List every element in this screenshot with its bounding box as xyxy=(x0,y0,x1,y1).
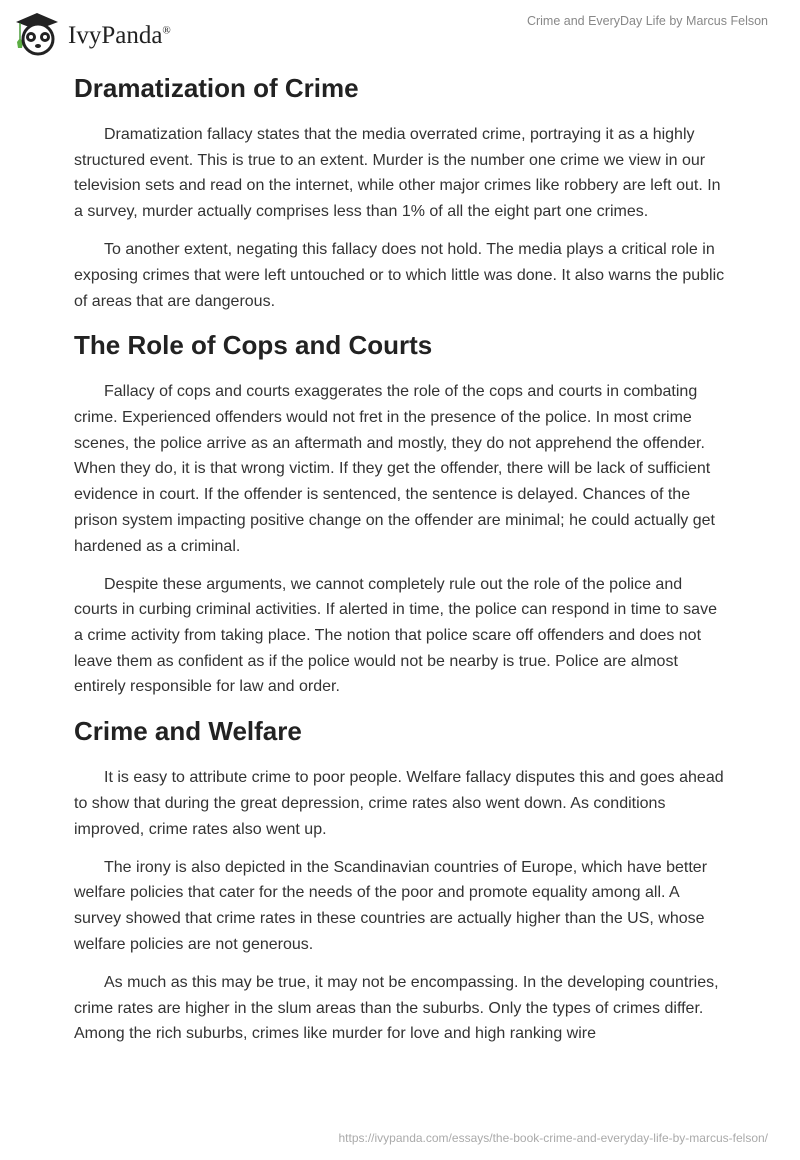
section-heading: Crime and Welfare xyxy=(74,716,302,747)
source-url[interactable]: https://ivypanda.com/essays/the-book-crime-and-everyday-life-by-marcus-felson/ xyxy=(338,1131,768,1145)
panda-logo-icon xyxy=(12,8,62,58)
paragraph: Fallacy of cops and courts exaggerates the role of the cops and courts in combating crime. Experienced offenders would not fret in the presence of the police. In most crime scenes, the police arrive as an aftermath and mostly, they do not apprehend the offender. When they do, it is that wrong victim. If they get the offender, there will be lack of sufficient evidence in court. If the offender is sentenced, the sentence is delayed. Chances of the prison system impacting positive change on the offender are minimal; he could actually get hardened as a criminal. xyxy=(74,383,715,555)
ivypanda-logo[interactable] xyxy=(12,8,171,58)
paragraph: The irony is also depicted in the Scandinavian countries of Europe, which have better welfare policies that cater for the needs of the poor and promote equality among all. A survey showed that crime rates in these countries are actually higher than the US, whose welfare policies are not generous. xyxy=(74,858,708,953)
paragraph: Despite these arguments, we cannot completely rule out the role of the police and courts in curbing criminal activities. If alerted in time, the police can respond in time to save a crime activity from taking place. The notion that police scare off offenders and does not leave them as confident as if the police would not be nearby is true. Police are almost entirely responsible for law and order. xyxy=(74,575,717,696)
logo-text: IvyPanda xyxy=(68,22,163,49)
paragraph: It is easy to attribute crime to poor people. Welfare fallacy disputes this and goes ahead to show that during the great depression, crime rates also went down. As conditions improved, crime rates also went up. xyxy=(74,769,724,838)
section-heading: Dramatization of Crime xyxy=(74,73,359,103)
essay-content xyxy=(74,72,728,1059)
section-heading: The Role of Cops and Courts xyxy=(74,330,433,361)
document-title: Crime and EveryDay Life by Marcus Felson xyxy=(526,14,768,28)
paragraph: As much as this may be true, it may not be encompassing. In the developing countries, crime rates are higher in the slum areas than the suburbs. Only the types of crimes differ. Among the rich suburbs, crimes like murder for love and high ranking wire xyxy=(74,973,719,1043)
registered-mark: ® xyxy=(162,24,171,37)
paragraph: Dramatization fallacy states that the media overrated crime, portraying it as a highly structured event. This is true to an extent. Murder is the number one crime we view in our television sets and read on the internet, while other major crimes like robbery are left out. In a survey, murder actually comprises less than 1% of all the eight part one crimes. xyxy=(74,126,721,221)
paragraph: To another extent, negating this fallacy does not hold. The media plays a critical role in exposing crimes that were left untouched or to which little was done. It also warns the public of areas that are dangerous. xyxy=(74,241,725,310)
